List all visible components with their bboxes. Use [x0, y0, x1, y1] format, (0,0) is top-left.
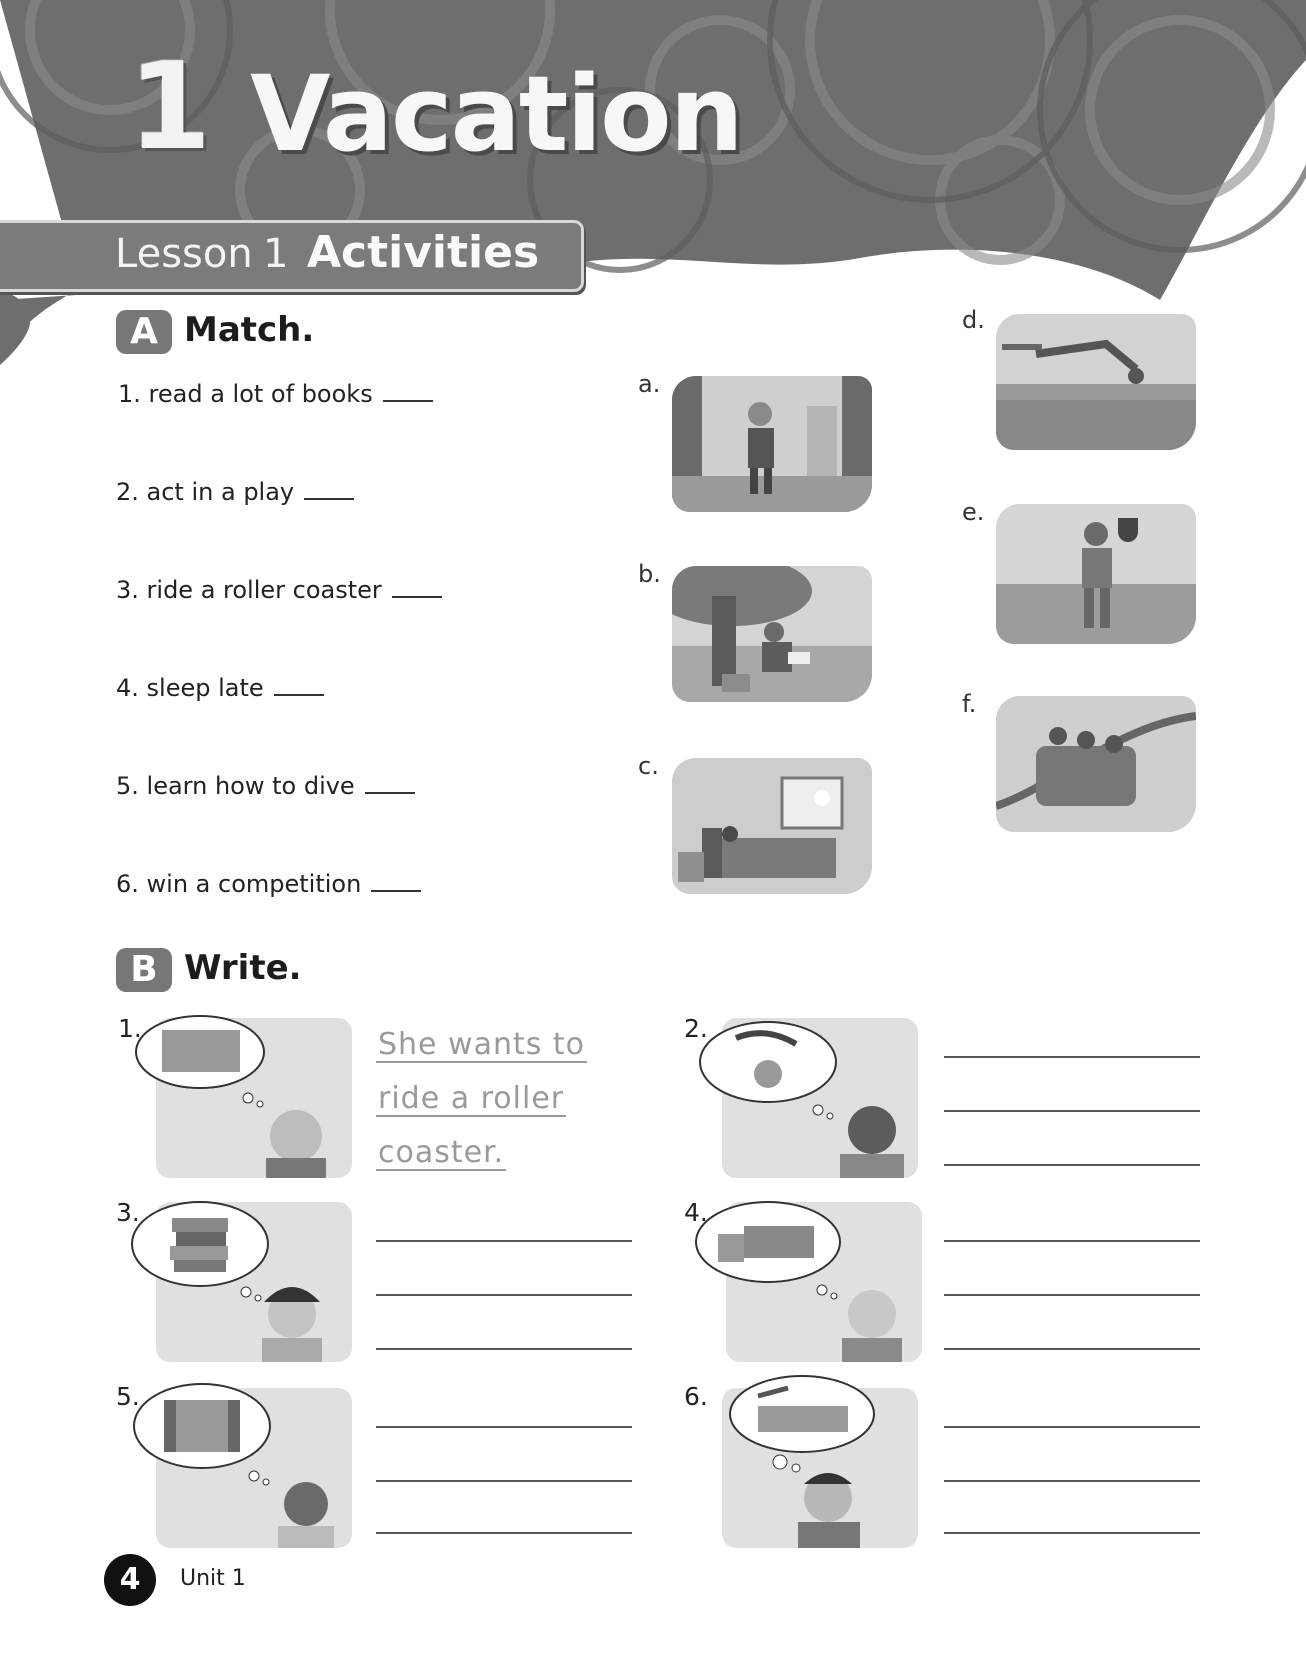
picture-label-c: c.	[638, 752, 659, 780]
example-answer-line: ride a roller	[378, 1081, 565, 1116]
answer-line[interactable]	[376, 1426, 632, 1428]
answer-line[interactable]	[944, 1110, 1200, 1112]
answer-blank[interactable]	[304, 497, 354, 500]
match-item-text: 6. win a competition	[116, 870, 362, 898]
match-item	[116, 576, 442, 604]
write-item-label: 4.	[684, 1198, 708, 1227]
match-item-text: 3. ride a roller coaster	[116, 576, 382, 604]
match-item	[118, 380, 433, 408]
thought-bubble-icon	[692, 1196, 852, 1306]
answer-line[interactable]	[376, 1480, 632, 1482]
match-item-text: 1. read a lot of books	[118, 380, 373, 408]
match-item	[116, 772, 415, 800]
lesson-number: 1	[263, 231, 289, 277]
picture-a	[672, 376, 872, 512]
answer-blank[interactable]	[365, 791, 415, 794]
answer-line[interactable]	[376, 1294, 632, 1296]
answer-blank[interactable]	[392, 595, 442, 598]
picture-label-d: d.	[962, 306, 985, 334]
example-answer-line: coaster.	[378, 1135, 505, 1170]
diving-pool-icon	[996, 314, 1196, 450]
answer-line[interactable]	[944, 1480, 1200, 1482]
picture-e	[996, 504, 1196, 644]
lesson-bar	[0, 220, 584, 292]
unit-number: 1	[128, 38, 212, 177]
match-item-text: 2. act in a play	[116, 478, 295, 506]
write-item-label: 3.	[116, 1198, 140, 1227]
match-item	[116, 478, 354, 506]
section-b-badge: B	[116, 948, 172, 992]
footer-unit-label: Unit 1	[180, 1566, 246, 1591]
answer-blank[interactable]	[371, 889, 421, 892]
answer-blank[interactable]	[383, 399, 433, 402]
write-item-label: 1.	[118, 1014, 142, 1043]
write-item-label: 6.	[684, 1382, 708, 1411]
thought-bubble-icon	[128, 1196, 278, 1306]
match-item	[116, 674, 324, 702]
picture-d	[996, 314, 1196, 450]
picture-label-b: b.	[638, 560, 661, 588]
stage-actor-icon	[672, 376, 872, 512]
page-number: 4	[104, 1554, 156, 1606]
answer-line[interactable]	[944, 1348, 1200, 1350]
answer-line[interactable]	[944, 1294, 1200, 1296]
example-answer-line: She wants to	[378, 1027, 586, 1062]
answer-line[interactable]	[376, 1532, 632, 1534]
match-item	[116, 870, 421, 898]
section-b-title: Write.	[184, 948, 302, 988]
picture-c	[672, 758, 872, 894]
lesson-label: Lesson	[115, 231, 253, 277]
answer-line[interactable]	[376, 1348, 632, 1350]
picture-label-f: f.	[962, 690, 977, 718]
section-a-title: Match.	[184, 310, 315, 350]
roller-coaster-icon	[996, 696, 1196, 832]
answer-line[interactable]	[376, 1240, 632, 1242]
write-item-label: 5.	[116, 1382, 140, 1411]
thought-bubble-icon	[696, 1016, 846, 1126]
answer-line[interactable]	[944, 1426, 1200, 1428]
picture-label-a: a.	[638, 370, 661, 398]
answer-line[interactable]	[944, 1056, 1200, 1058]
answer-line[interactable]	[944, 1240, 1200, 1242]
lesson-name: Activities	[307, 227, 540, 278]
thought-bubble-icon	[130, 1380, 280, 1490]
picture-label-e: e.	[962, 498, 985, 526]
picture-b	[672, 566, 872, 702]
answer-line[interactable]	[944, 1532, 1200, 1534]
match-item-text: 4. sleep late	[116, 674, 264, 702]
reading-tree-icon	[672, 566, 872, 702]
answer-line[interactable]	[944, 1164, 1200, 1166]
answer-blank[interactable]	[274, 693, 324, 696]
unit-title: Vacation	[250, 53, 742, 175]
thought-bubble-icon	[132, 1012, 272, 1112]
write-item-label: 2.	[684, 1014, 708, 1043]
section-a-badge: A	[116, 310, 172, 354]
match-item-text: 5. learn how to dive	[116, 772, 355, 800]
bed-sleeping-icon	[672, 758, 872, 894]
trophy-winner-icon	[996, 504, 1196, 644]
thought-bubble-icon	[718, 1370, 878, 1480]
picture-f	[996, 696, 1196, 832]
